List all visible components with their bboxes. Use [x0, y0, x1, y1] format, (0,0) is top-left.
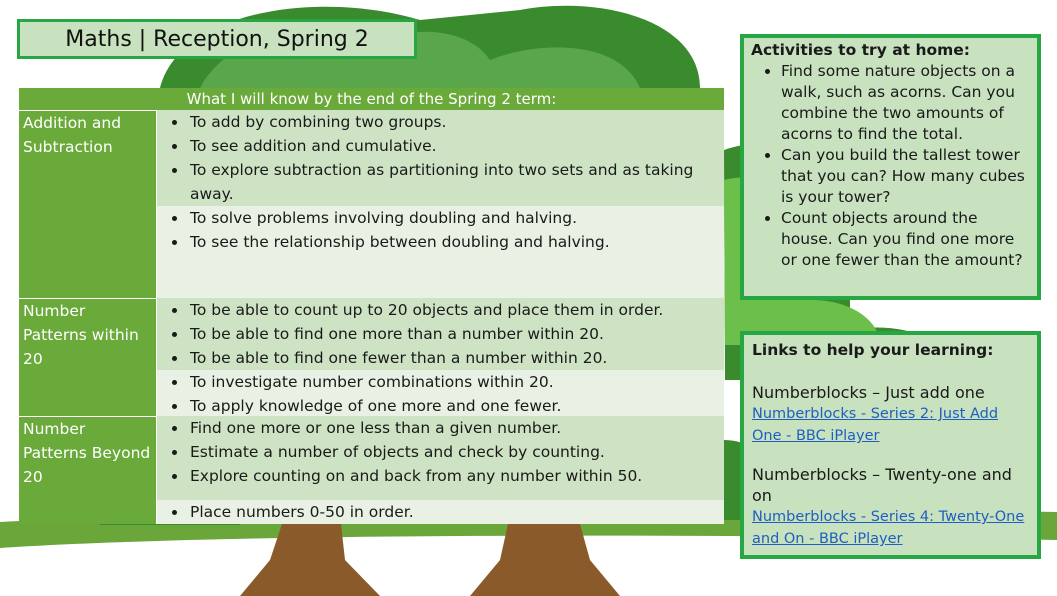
table-row — [19, 416, 724, 524]
list-item: • Estimate a number of objects and check by counting. — [188, 440, 724, 464]
activities-heading: Activities to try at home: — [751, 41, 970, 59]
activity-item: • Count objects around the house. Can you find one more or one fewer than the amount? — [781, 208, 1029, 271]
row-cell — [157, 298, 724, 370]
list-item: • To be able to find one fewer than a number within 20. — [188, 346, 724, 370]
links-box — [740, 331, 1041, 559]
numberblocks-series-4-link[interactable]: Numberblocks - Series 4: Twenty-One and On - BBC iPlayer — [752, 509, 1025, 547]
list-item: • Find one more or one less than a given number. — [188, 416, 724, 440]
list-item: • To investigate number combinations within 20. — [188, 370, 724, 394]
learning-table — [19, 88, 724, 524]
links-heading: Links to help your learning: — [752, 341, 994, 359]
row-category: Number Patterns Beyond 20 — [19, 416, 156, 524]
table-header: What I will know by the end of the Spring 2 term: — [19, 88, 724, 110]
row-category: Addition and Subtraction — [19, 110, 156, 298]
list-item: • To add by combining two groups. — [188, 110, 724, 134]
list-item: • To see addition and cumulative. — [188, 134, 724, 158]
row-cell — [157, 500, 724, 524]
page-title: Maths | Reception, Spring 2 — [17, 19, 417, 59]
list-item: • To explore subtraction as partitioning into two sets and as taking away. — [188, 158, 724, 206]
list-item: • To be able to find one more than a number within 20. — [188, 322, 724, 346]
numberblocks-series-2-link[interactable]: Numberblocks - Series 2: Just Add One - BBC iPlayer — [752, 406, 999, 444]
table-row — [19, 298, 724, 416]
row-cell — [157, 110, 724, 206]
row-cell — [157, 416, 724, 500]
table-row — [19, 110, 724, 298]
list-item: • To apply knowledge of one more and one fewer. — [188, 394, 724, 418]
list-item: • To see the relationship between doubling and halving. — [188, 230, 724, 254]
row-cell — [157, 206, 724, 298]
row-category: Number Patterns within 20 — [19, 298, 156, 416]
list-item: • Explore counting on and back from any number within 50. — [188, 464, 724, 488]
activity-item: • Can you build the tallest tower that you can? How many cubes is your tower? — [781, 145, 1029, 208]
link-section-title: Numberblocks – Just add one — [752, 383, 985, 402]
list-item: • To be able to count up to 20 objects and place them in order. — [188, 298, 724, 322]
list-item: • Place numbers 0-50 in order. — [188, 500, 724, 524]
link-section-title: Numberblocks – Twenty-one and on — [752, 465, 1012, 505]
list-item: • To solve problems involving doubling and halving. — [188, 206, 724, 230]
activities-box — [740, 34, 1041, 300]
row-cell — [157, 370, 724, 416]
activity-item: • Find some nature objects on a walk, such as acorns. Can you combine the two amounts of acorns to find the total. — [781, 61, 1029, 145]
